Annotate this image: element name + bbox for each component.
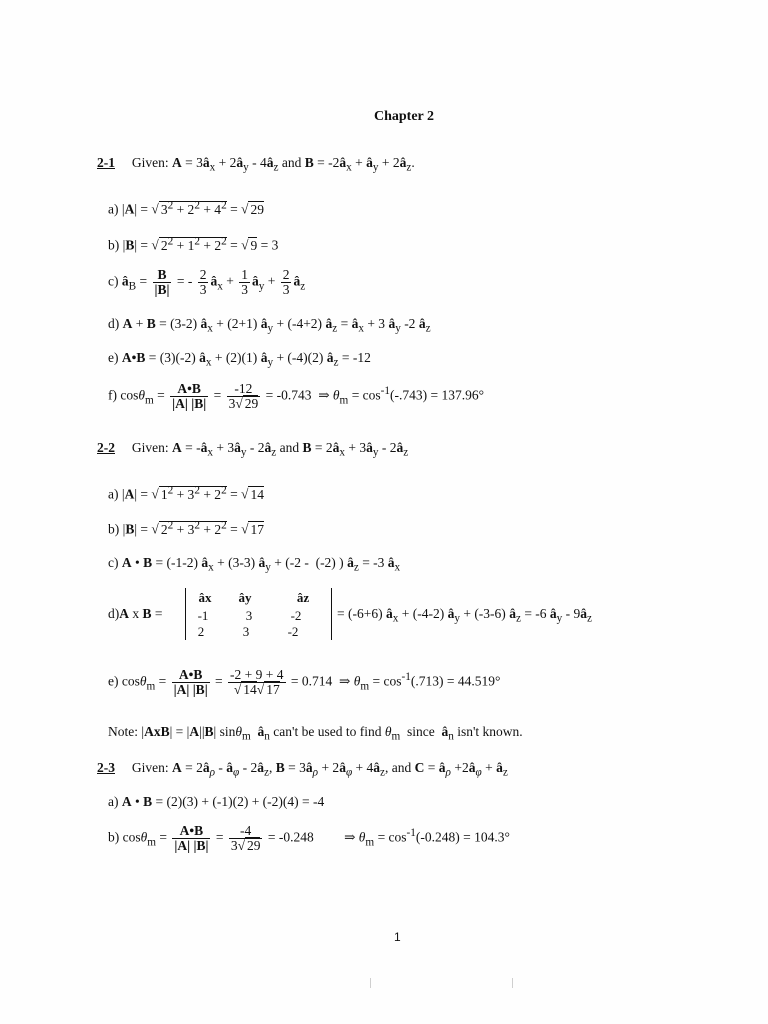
problem-2-1-c: c) $â_B$ = $\frac{B}{|B|}$ = - $\frac{2}{3}$ $â_x$ + $\frac{1}{3}$ $â_y$ + $\frac{2}{3}$ $â_z$ xyxy=(108,267,306,297)
matrix-cell: -1 xyxy=(197,608,209,623)
matrix-cell: -2 xyxy=(287,624,299,639)
problem-2-1-given: 2-1 Given: $A = 3â_x$ + $2â_y$ - $4â_z$ and $B = -2â_x$ + $â_y$ + $2â_z$. xyxy=(97,155,415,174)
page-number: 1 xyxy=(394,930,401,944)
problem-2-1-f: f) cosθ$_m$ = $\frac{A•B}{|A| |B|}$ = $\frac{-12}{3√ 29}$ = -0.743 ⇒ $\theta_m = \cos^{-1}(-.743) = 137.96^\circ$ xyxy=(108,381,485,411)
matrix-cell: 2 xyxy=(197,624,205,639)
problem-2-1-e: e) A•B = (3)(-2) $â_x + (2)(1)$ $â_y + (-4)(2)$ $â_z = -12$ xyxy=(108,350,371,369)
problem-label: 2-1 xyxy=(97,155,115,170)
chapter-title: Chapter 2 xyxy=(374,109,435,124)
matrix-cell: ây xyxy=(238,590,252,605)
problem-2-1-d: d) A + B = (3-2) $â_x + (2+1)$ $â_y + (-4+2)$ $â_z$ = $â_x + 3$ $â_y$ -2 $â_z$ xyxy=(108,316,431,335)
problem-2-2-c: c) A • B = (-1-2) $â_x + (3-3)$ $â_y + (-2 - (-2)$ ) $â_z = -3$ $â_x$ xyxy=(108,555,401,574)
matrix-cell: âx xyxy=(198,590,212,605)
problem-2-2-e: e) cosθ$_m$ = $\frac{A•B}{|A| |B|}$ = $\frac{-2 + 9 + 4}{√ 14√ 17}$ = 0.714 ⇒ $\theta_m = \cos^{-1}(.713) = 44.519^\circ$ xyxy=(108,667,501,697)
problem-2-2-given: 2-2 Given: $A = -â_x$ + $3â_y$ - $2â_z$ and $B = 2â_x$ + $3â_y$ - $2â_z$ xyxy=(97,440,409,459)
problem-2-2-b: b) |B| = √ $2^2 + 3^2 + 2^2$ = √ 17 xyxy=(108,519,264,537)
matrix-cell: -2 xyxy=(290,608,302,623)
problem-2-2-d-label: d)A x B = xyxy=(108,606,163,621)
matrix-cell: 3 xyxy=(242,624,250,639)
problem-2-2-d-result: = (-6+6) $â_x + (-4-2)$ $â_y + (-3-6)$ $â_z = -6$ $â_y$ - $9â_z$ xyxy=(337,606,593,625)
problem-2-3-a: a) A • B = (2)(3) + (-1)(2) + (-2)(4) = -4 xyxy=(108,794,325,809)
matrix-cell: 3 xyxy=(245,608,253,623)
problem-2-1-a: a) |A| = √ $3^2 + 2^2 + 4^2$ = √ 29 xyxy=(108,199,264,217)
problem-2-3-b: b) cosθ$_m$ = $\frac{A•B}{|A| |B|}$ = $\frac{-4}{3√ 29}$ = -0.248 ⇒ $\theta_m = \cos^{-1}(-0.248) = 104.3^\circ$ xyxy=(108,823,510,853)
problem-2-2-a: a) |A| = √ $1^2 + 3^2 + 2^2$ = √ 14 xyxy=(108,484,264,502)
scan-mark xyxy=(512,978,513,988)
problem-label: 2-2 xyxy=(97,440,115,455)
problem-label: 2-3 xyxy=(97,760,115,775)
problem-2-2-note: Note: |AxB| = |A||B| sinθ$_m$ $â_n$ can't be used to find $\theta_m$ since $â_n$ isn't known. xyxy=(108,724,523,743)
scan-mark xyxy=(370,978,371,988)
problem-2-3-given: 2-3 Given: $A = 2â_\rho$ - $â_\varphi$ - $2â_z$, $B = 3â_\rho$ + $2â_\varphi$ + $4â_z$, and $C = â_\rho$ $+2â_\varphi$ + $â_z$ xyxy=(97,760,508,779)
problem-2-1-b: b) |B| = √ $2^2 + 1^2 + 2^2$ = √ 9 = 3 xyxy=(108,235,279,253)
matrix-cell: âz xyxy=(296,590,310,605)
